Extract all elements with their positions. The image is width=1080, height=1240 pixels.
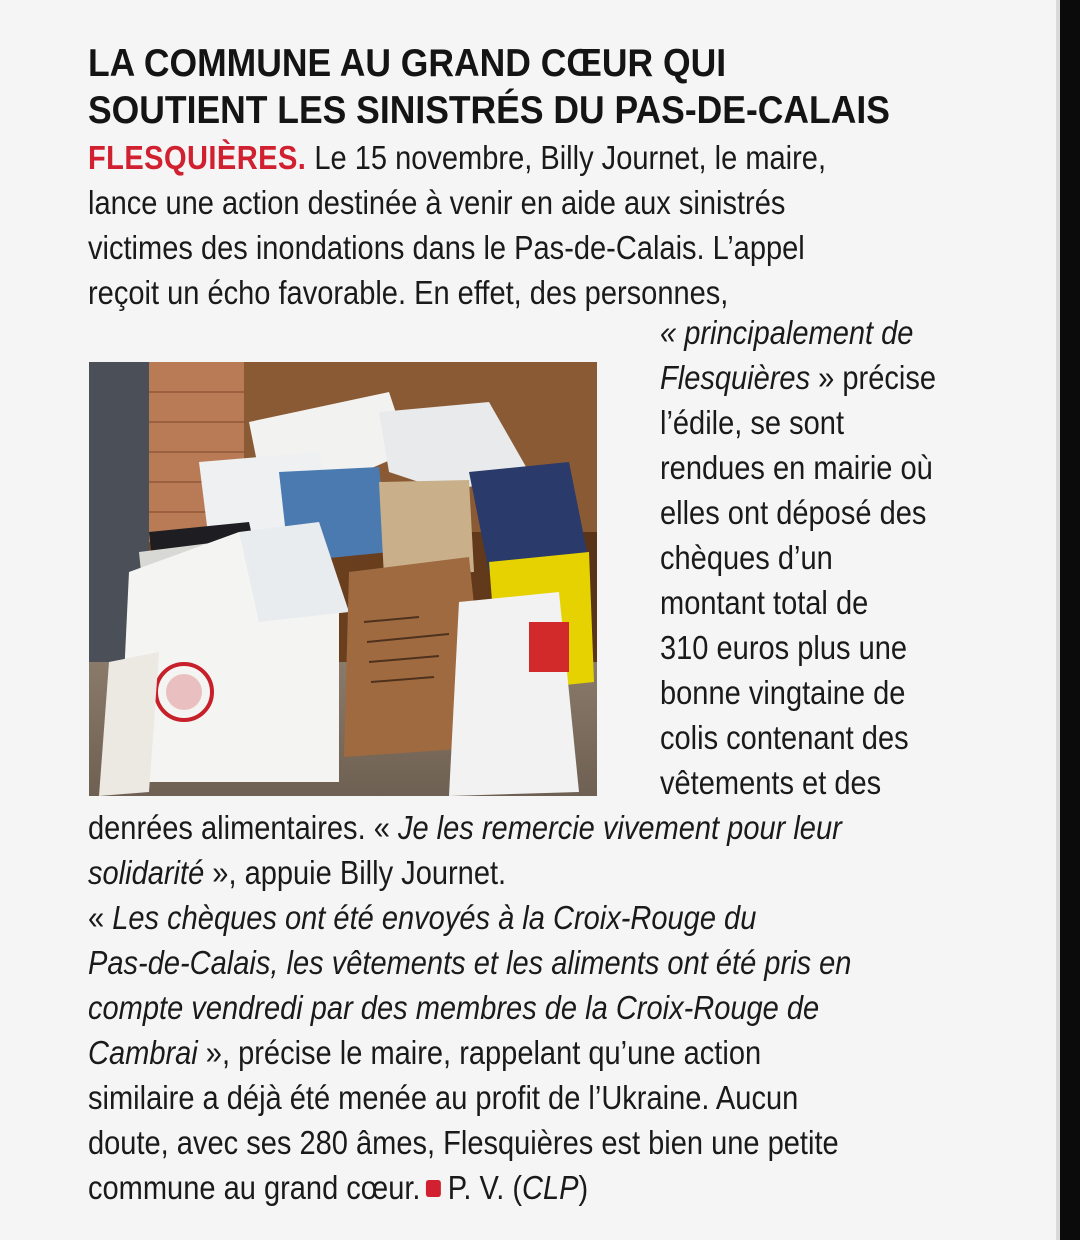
body-line-7: similaire a déjà été menée au profit de l’Ukraine. Aucun <box>88 1079 799 1116</box>
intro-line-1 <box>88 135 906 180</box>
intro-line-1-text: Le 15 novembre, Billy Journet, le maire, <box>306 139 827 176</box>
article-photo <box>89 362 597 796</box>
quote-1-part-1: Je les remercie vivement pour leur <box>397 809 842 846</box>
intro-line-2: lance une action destinée à venir en aide aux sinistrés <box>88 184 786 221</box>
headline-line-2: SOUTIENT LES SINISTRÉS DU PAS-DE-CALAIS <box>88 89 890 132</box>
col-line-11: vêtements et des <box>660 764 882 801</box>
col-line-5: elles ont déposé des <box>660 494 927 531</box>
intro-line-4: reçoit un écho favorable. En effet, des personnes, <box>88 274 729 311</box>
article-continuation <box>88 805 906 1210</box>
quote-2-part-3: compte vendredi par des membres de la Croix-Rouge de <box>88 989 820 1026</box>
byline-end: ) <box>578 1169 589 1206</box>
end-bullet-icon <box>426 1180 441 1197</box>
col-line-2 <box>660 355 1012 400</box>
col-line-6: chèques d’un <box>660 539 833 576</box>
article-headline <box>88 40 943 134</box>
wrap-column <box>660 310 1060 805</box>
col-line-1: « principalement de <box>660 314 914 351</box>
body-line-2 <box>88 850 906 895</box>
col-line-10: colis contenant des <box>660 719 909 756</box>
quote-1-part-2: solidarité <box>88 854 205 891</box>
intro-line-3: victimes des inondations dans le Pas-de-Calais. L’appel <box>88 229 805 266</box>
col-line-2-italic: Flesquières <box>660 359 811 396</box>
article-intro <box>88 135 906 315</box>
right-border <box>1060 0 1080 1240</box>
quote-2-part-1: Les chèques ont été envoyés à la Croix-Rouge du <box>112 899 757 936</box>
byline-agency: CLP <box>522 1169 579 1206</box>
body-line-6-text: », précise le maire, rappelant qu’une action <box>197 1034 762 1071</box>
quote-2-part-2: Pas-de-Calais, les vêtements et les aliments ont été pris en <box>88 944 852 981</box>
body-line-9-text: commune au grand cœur. <box>88 1169 421 1206</box>
col-line-4: rendues en mairie où <box>660 449 933 486</box>
body-line-2-text: », appuie Billy Journet. <box>204 854 507 891</box>
body-line-9 <box>88 1165 906 1210</box>
byline-start: P. V. ( <box>447 1169 523 1206</box>
quote-2-part-4: Cambrai <box>88 1034 198 1071</box>
col-line-9: bonne vingtaine de <box>660 674 906 711</box>
col-line-8: 310 euros plus une <box>660 629 908 666</box>
body-line-3 <box>88 895 906 940</box>
quote-2-open: « <box>88 899 113 936</box>
body-line-6 <box>88 1030 906 1075</box>
body-line-1-text: denrées alimentaires. « <box>88 809 398 846</box>
body-line-8: doute, avec ses 280 âmes, Flesquières est bien une petite <box>88 1124 839 1161</box>
col-line-3: l’édile, se sont <box>660 404 845 441</box>
body-line-1 <box>88 805 906 850</box>
col-line-2-text: » précise <box>810 359 937 396</box>
headline-line-1: LA COMMUNE AU GRAND CŒUR QUI <box>88 42 727 85</box>
donated-bags-image <box>89 362 597 796</box>
col-line-7: montant total de <box>660 584 869 621</box>
dateline-kicker: FLESQUIÈRES. <box>88 139 307 176</box>
